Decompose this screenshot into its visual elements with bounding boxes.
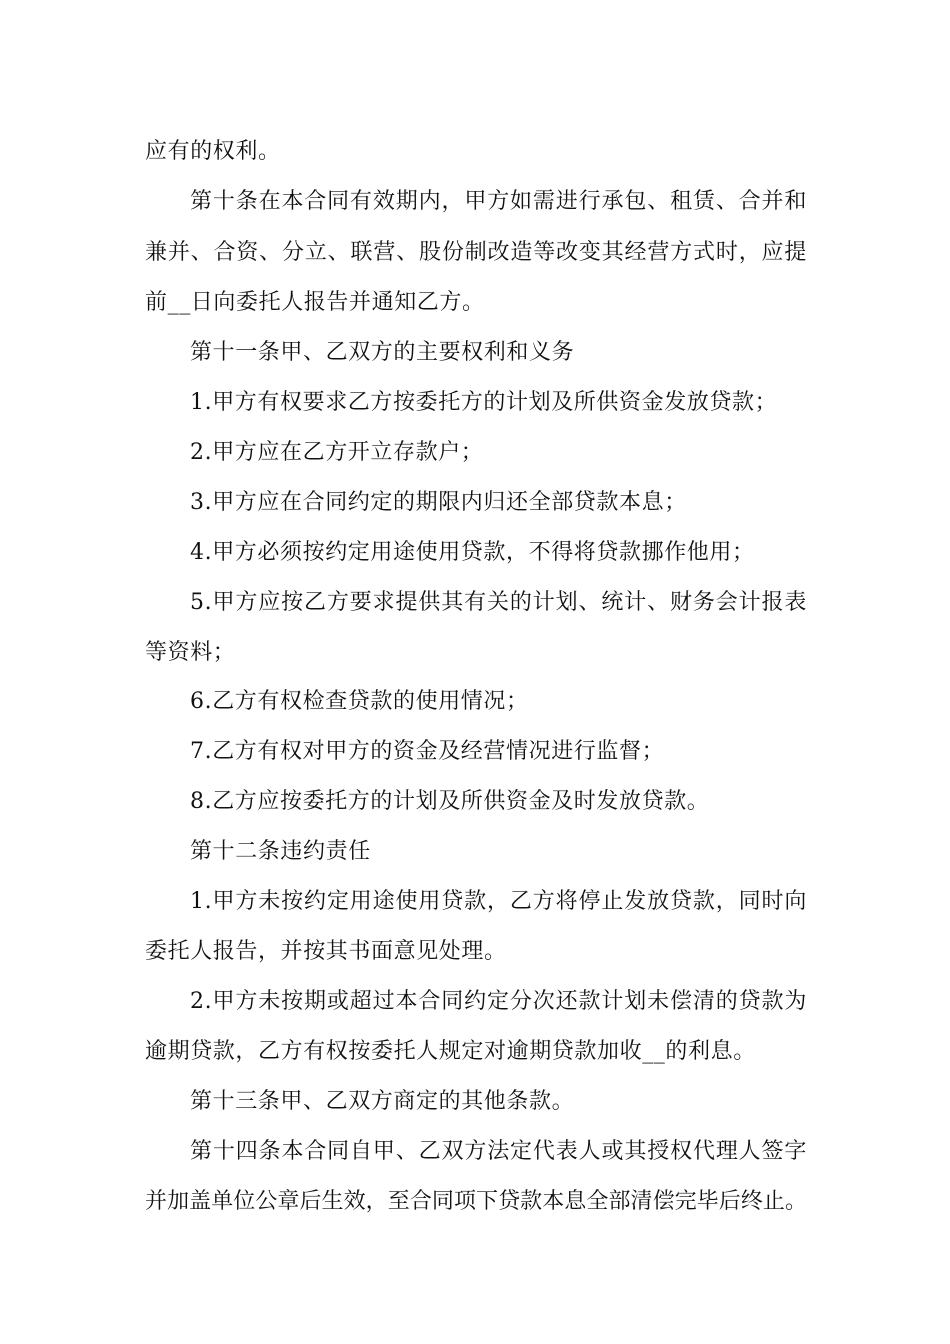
text-line-22: 并加盖单位公章后生效，至合同项下贷款本息全部清偿完毕后终止。 bbox=[145, 1189, 807, 1214]
text-line-5: 第十一条甲、乙双方的主要权利和义务 bbox=[190, 340, 575, 365]
text-line-1: 应有的权利。 bbox=[145, 139, 281, 164]
text-line-15: 第十二条违约责任 bbox=[190, 839, 371, 864]
text-line-7: 2.甲方应在乙方开立存款户； bbox=[190, 440, 484, 465]
text-line-21: 第十四条本合同自甲、乙双方法定代表人或其授权代理人签字 bbox=[190, 1139, 807, 1164]
text-line-13: 7.乙方有权对甲方的资金及经营情况进行监督； bbox=[190, 739, 665, 764]
text-line-2: 第十条在本合同有效期内，甲方如需进行承包、租赁、合并和 bbox=[190, 189, 807, 214]
text-line-11: 等资料； bbox=[145, 640, 236, 665]
text-line-12: 6.乙方有权检查贷款的使用情况； bbox=[190, 689, 529, 714]
text-line-8: 3.甲方应在合同约定的期限内归还全部贷款本息； bbox=[190, 490, 687, 515]
text-line-19: 逾期贷款，乙方有权按委托人规定对逾期贷款加收__的利息。 bbox=[145, 1039, 756, 1064]
text-line-9: 4.甲方必须按约定用途使用贷款，不得将贷款挪作他用； bbox=[190, 540, 755, 565]
text-line-20: 第十三条甲、乙双方商定的其他条款。 bbox=[190, 1089, 575, 1114]
text-line-16: 1.甲方未按约定用途使用贷款，乙方将停止发放贷款，同时向 bbox=[190, 889, 807, 914]
text-line-10: 5.甲方应按乙方要求提供其有关的计划、统计、财务会计报表 bbox=[190, 590, 807, 615]
text-line-6: 1.甲方有权要求乙方按委托方的计划及所供资金发放贷款； bbox=[190, 390, 778, 415]
text-line-18: 2.甲方未按期或超过本合同约定分次还款计划未偿清的贷款为 bbox=[190, 989, 807, 1014]
text-line-4: 前__日向委托人报告并通知乙方。 bbox=[145, 290, 485, 315]
text-line-3: 兼并、合资、分立、联营、股份制改造等改变其经营方式时，应提 bbox=[145, 240, 807, 265]
text-line-17: 委托人报告，并按其书面意见处理。 bbox=[145, 939, 507, 964]
text-line-14: 8.乙方应按委托方的计划及所供资金及时发放贷款。 bbox=[190, 789, 710, 814]
